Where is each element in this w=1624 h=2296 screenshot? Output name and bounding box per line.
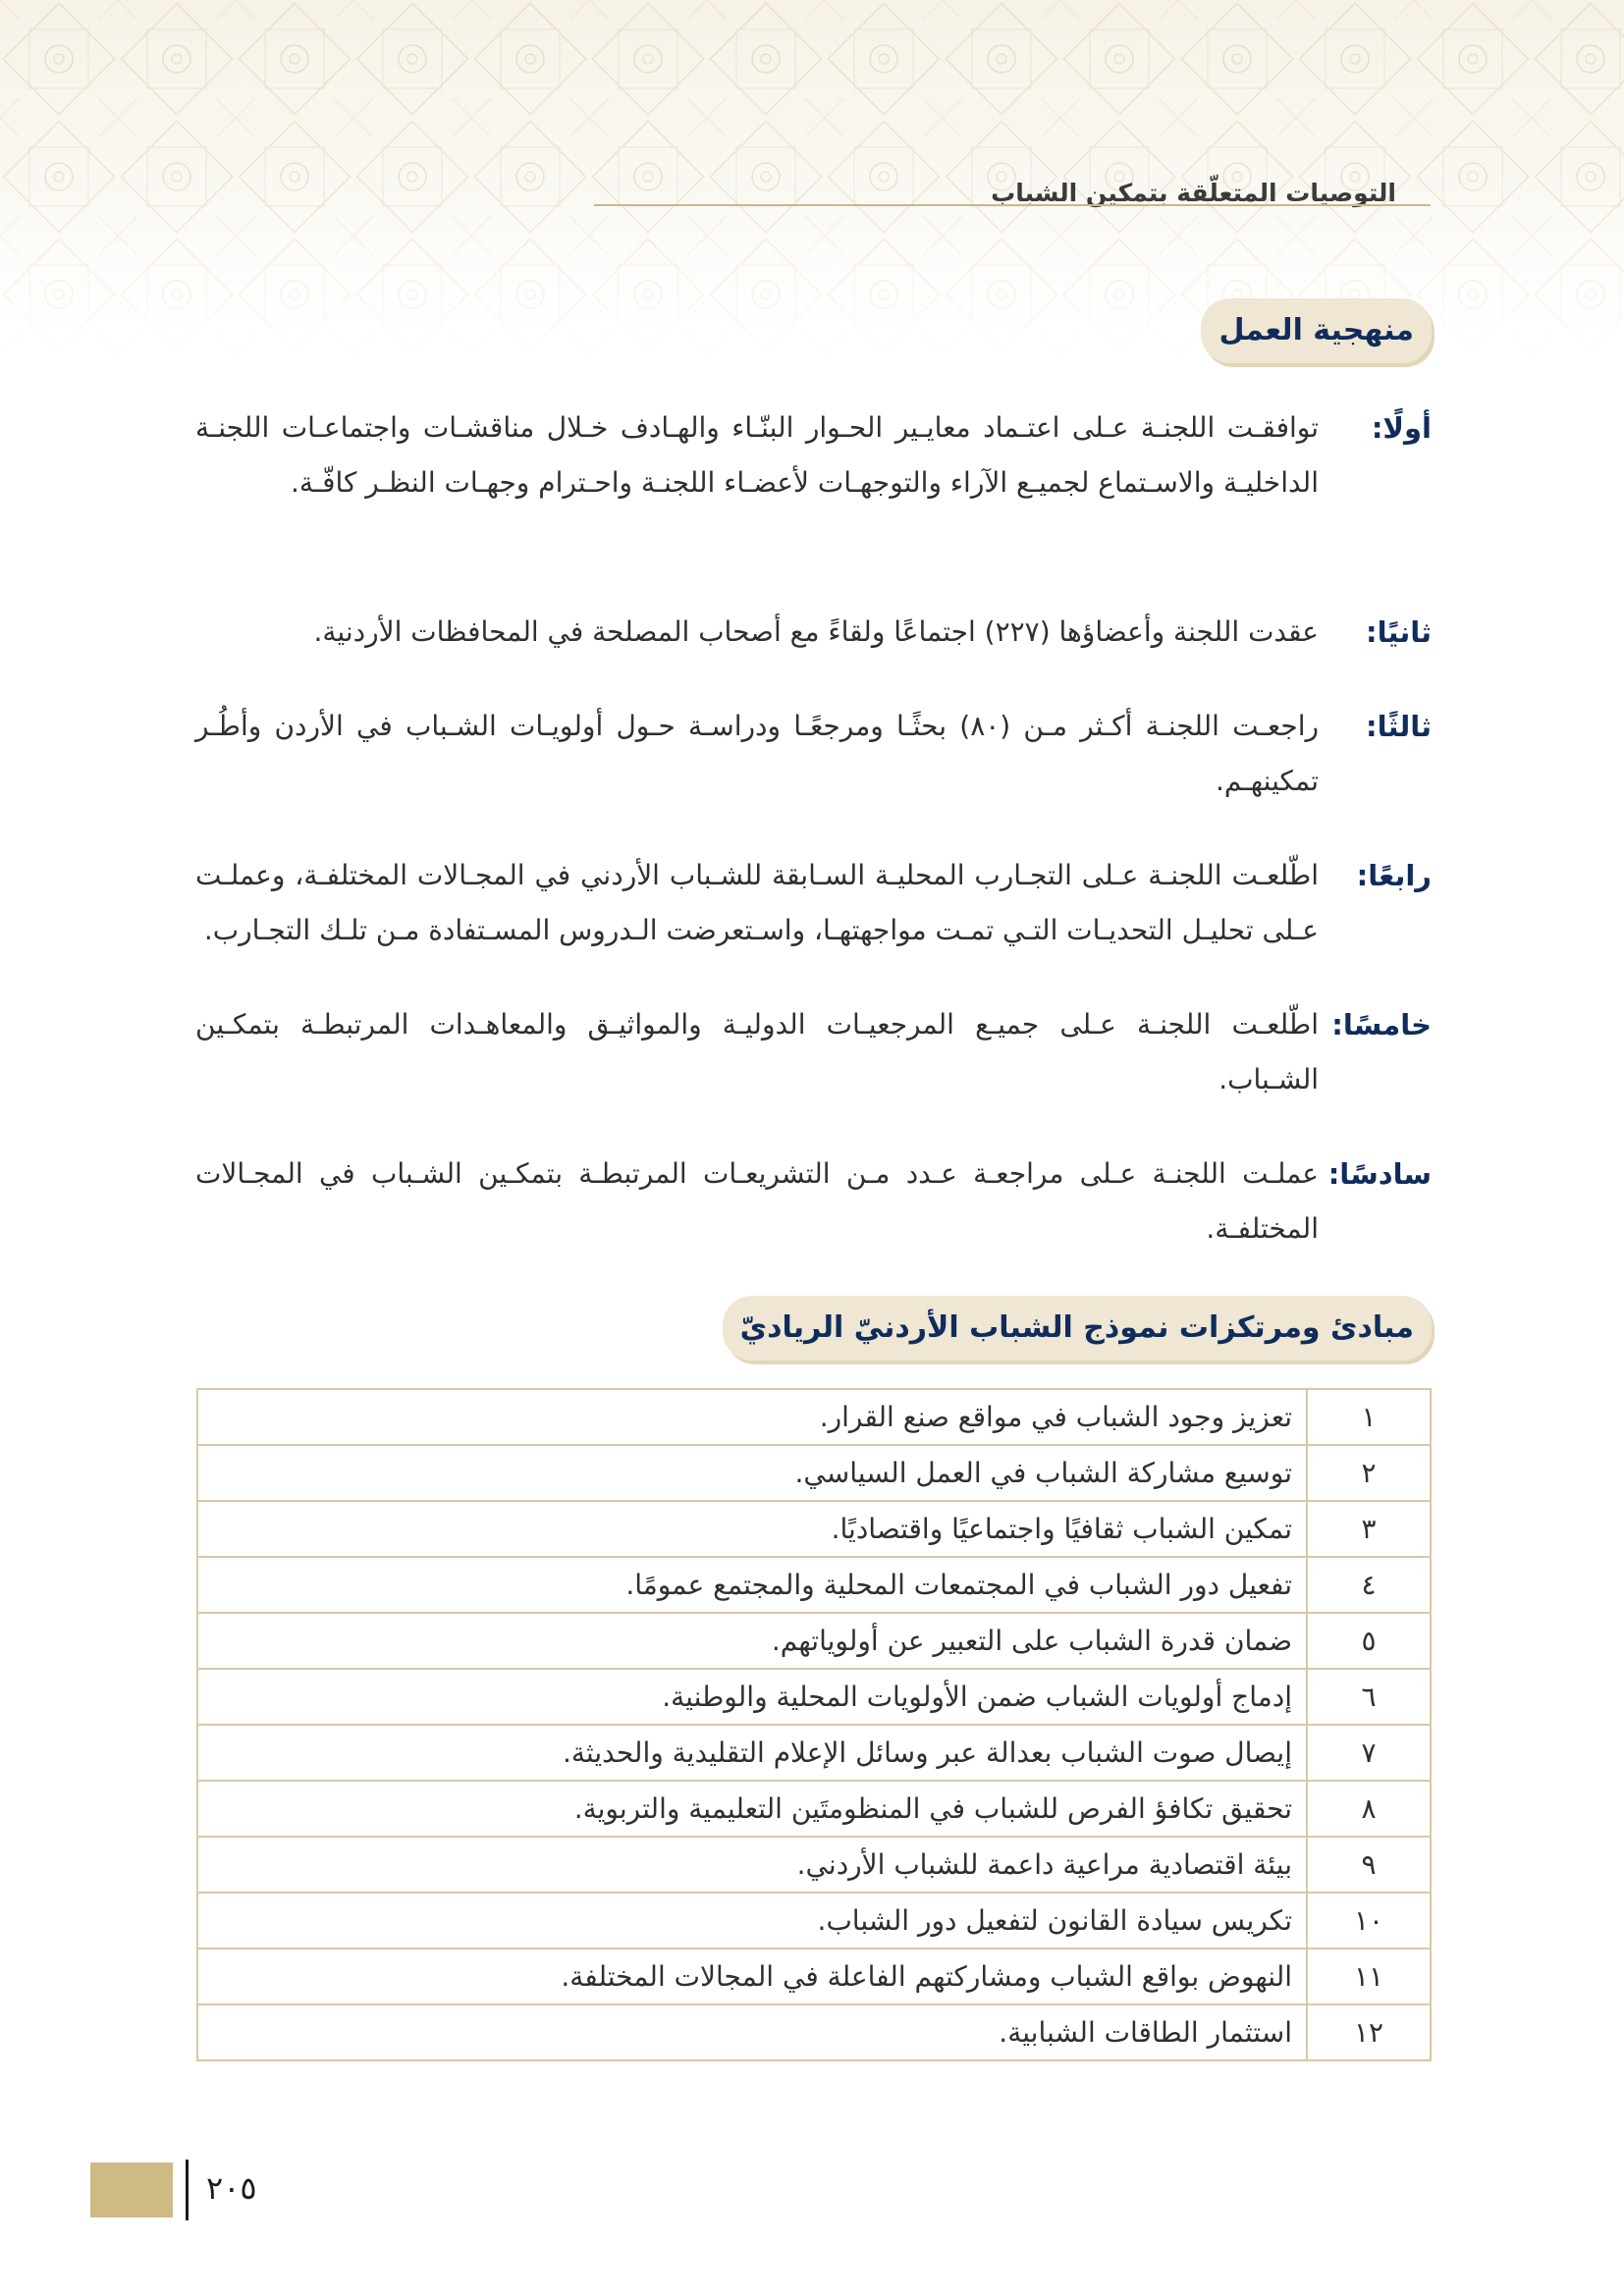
row-text: توسيع مشاركة الشباب في العمل السياسي. [197, 1445, 1307, 1501]
item-text: اطّلعـت اللجنـة عـلى جميـع المرجعيـات الدوليـة والمواثيـق والمعاهـدات المرتبطـة بتمكـين الشـباب. [195, 1008, 1319, 1095]
row-text: تعزيز وجود الشباب في مواقع صنع القرار. [197, 1389, 1307, 1445]
row-text: إيصال صوت الشباب بعدالة عبر وسائل الإعلام التقليدية والحديثة. [197, 1725, 1307, 1781]
row-text: تحقيق تكافؤ الفرص للشباب في المنظومتَين التعليمية والتربوية. [197, 1781, 1307, 1837]
principles-table [196, 1388, 1432, 2061]
table-row [197, 1837, 1431, 1893]
row-number: ٢ [1307, 1445, 1431, 1501]
table-row [197, 1725, 1431, 1781]
page-number: ٢٠٥ [206, 2169, 257, 2207]
row-text: تمكين الشباب ثقافيًا واجتماعيًا واقتصاديًا. [197, 1501, 1307, 1557]
row-number: ٤ [1307, 1557, 1431, 1613]
item-text: اطّلعـت اللجنـة عـلى التجـارب المحليـة السـابقة للشـباب الأردني في المجـالات المختلفـة، وعملـت عـلى تحليـل التحديـات التـي تمـت مواجهتهـا، واسـتعرضت الـدروس المسـتفادة مـن تلـك التجـارب. [195, 859, 1319, 946]
item-text: عملـت اللجنـة عـلى مراجعـة عـدد مـن التشريعـات المرتبطـة بتمكـين الشـباب في المجـالات المختلفـة. [195, 1157, 1319, 1245]
principles-heading: مبادئ ومرتكزات نموذج الشباب الأردنيّ الرياديّ [723, 1296, 1432, 1361]
item-label: سادسًا: [1327, 1157, 1432, 1191]
row-number: ٩ [1307, 1837, 1431, 1893]
table-row [197, 2004, 1431, 2060]
table-row [197, 1501, 1431, 1557]
table-row [197, 1781, 1431, 1837]
table-row [197, 1389, 1431, 1445]
item-label: رابعًا: [1356, 859, 1432, 892]
row-text: بيئة اقتصادية مراعية داعمة للشباب الأردني. [197, 1837, 1307, 1893]
item-text: توافقـت اللجنـة عـلى اعتـماد معايـير الحـوار البنّـاء والهـادف خـلال مناقشـات واجتماعـات اللجنـة الداخليـة والاسـتماع لجميـع الآراء والتوجهـات لأعضـاء اللجنـة واحـترام وجهـات النظـر كافّـة. [195, 411, 1319, 499]
row-text: النهوض بواقع الشباب ومشاركتهم الفاعلة في المجالات المختلفة. [197, 1949, 1307, 2004]
item-text: عقدت اللجنة وأعضاؤها (٢٢٧) اجتماعًا ولقاءً مع أصحاب المصلحة في المحافظات الأردنية. [313, 615, 1319, 648]
row-number: ١ [1307, 1389, 1431, 1445]
item-text: راجعـت اللجنـة أكـثر مـن (٨٠) بحثًـا ومرجعًـا ودراسـة حـول أولويـات الشـباب في الأردن وأطُـر تمكينهـم. [195, 710, 1319, 797]
row-text: استثمار الطاقات الشبابية. [197, 2004, 1307, 2060]
item-label: ثالثًا: [1366, 710, 1432, 743]
footer-divider [186, 2160, 189, 2220]
table-row [197, 1669, 1431, 1725]
row-text: تكريس سيادة القانون لتفعيل دور الشباب. [197, 1893, 1307, 1949]
row-number: ١٠ [1307, 1893, 1431, 1949]
item-label: ثانيًا: [1366, 615, 1432, 649]
footer-color-block [90, 2163, 173, 2217]
row-number: ١٢ [1307, 2004, 1431, 2060]
row-number: ١١ [1307, 1949, 1431, 2004]
table-row [197, 1893, 1431, 1949]
item-label: أولًا: [1371, 411, 1432, 445]
header-divider [594, 204, 1431, 206]
row-text: ضمان قدرة الشباب على التعبير عن أولوياتهم. [197, 1613, 1307, 1669]
table-row [197, 1949, 1431, 2004]
table-row [197, 1445, 1431, 1501]
row-text: تفعيل دور الشباب في المجتمعات المحلية والمجتمع عمومًا. [197, 1557, 1307, 1613]
row-number: ٦ [1307, 1669, 1431, 1725]
running-header-title: التوصيات المتعلّقة بتمكين الشباب [991, 179, 1396, 207]
row-text: إدماج أولويات الشباب ضمن الأولويات المحلية والوطنية. [197, 1669, 1307, 1725]
methodology-heading: منهجية العمل [1201, 298, 1432, 363]
table-row [197, 1557, 1431, 1613]
row-number: ٥ [1307, 1613, 1431, 1669]
row-number: ٨ [1307, 1781, 1431, 1837]
table-row [197, 1613, 1431, 1669]
row-number: ٣ [1307, 1501, 1431, 1557]
row-number: ٧ [1307, 1725, 1431, 1781]
item-label: خامسًا: [1331, 1008, 1432, 1041]
